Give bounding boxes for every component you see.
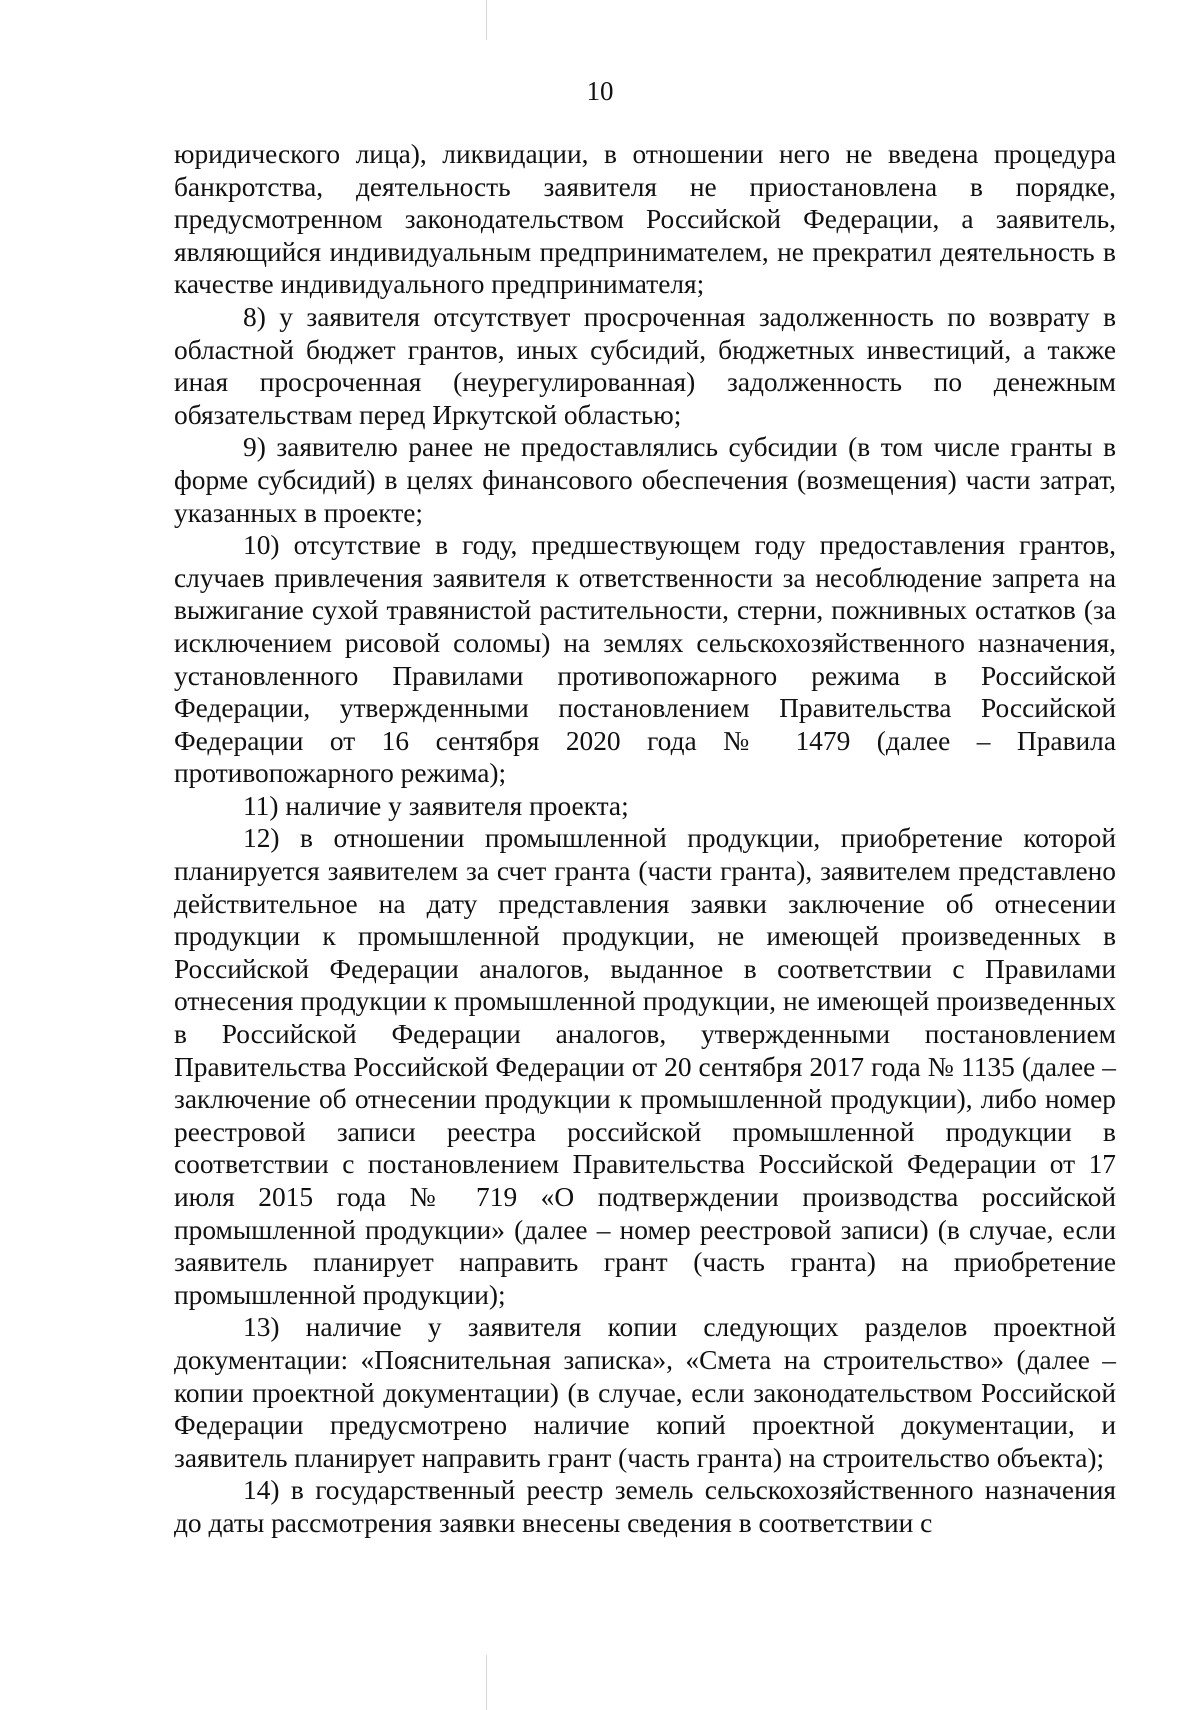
- paragraph-item-14: 14) в государственный реестр земель сельскохозяйственного назначения до даты рассмотрения заявки внесены сведения в соответствии с: [174, 1475, 1116, 1538]
- page-number: 10: [586, 76, 614, 106]
- paragraph-continuation: юридического лица), ликвидации, в отношении него не введена процедура банкротства, деятельность заявителя не приостановлена в порядке, предусмотренном законодательством Российской Федерации, а заявитель, являющийся индивидуальным предпринимателем, не прекратил деятельность в качестве индивидуального предпринимателя;: [174, 139, 1116, 300]
- scan-fold-line-bottom: [486, 1655, 487, 1710]
- paragraph-item-10: 10) отсутствие в году, предшествующем году предоставления грантов, случаев привлечения заявителя к ответственности за несоблюдение запрета на выжигание сухой травянистой растительности, стерни, пожнивных остатков (за исключением рисовой соломы) на землях сельскохозяйственного назначения, установленного Правилами противопожарного режима в Российской Федерации, утвержденными постановлением Правительства Российской Федерации от 16 сентября 2020 года № 1479 (далее – Правила противопожарного режима);: [174, 530, 1116, 789]
- paragraph-item-13: 13) наличие у заявителя копии следующих разделов проектной документации: «Пояснительная записка», «Смета на строительство» (далее – копии проектной документации) (в случае, если законодательством Российской Федерации предусмотрено наличие копий проектной документации, и заявитель планирует направить грант (часть гранта) на строительство объекта);: [174, 1312, 1116, 1473]
- document-body: [174, 138, 1116, 1540]
- paragraph-item-8: 8) у заявителя отсутствует просроченная задолженность по возврату в областной бюджет грантов, иных субсидий, бюджетных инвестиций, а также иная просроченная (неурегулированная) задолженность по денежным обязательствам перед Иркутской областью;: [174, 301, 1116, 430]
- paragraph-item-11: 11) наличие у заявителя проекта;: [243, 790, 629, 821]
- paragraph-item-9: 9) заявителю ранее не предоставлялись субсидии (в том числе гранты в форме субсидий) в целях финансового обеспечения (возмещения) части затрат, указанных в проекте;: [174, 432, 1116, 528]
- scan-fold-line-top: [486, 0, 487, 40]
- paragraph-item-12: 12) в отношении промышленной продукции, приобретение которой планируется заявителем за счет гранта (части гранта), заявителем представлено действительное на дату представления заявки заключение об отнесении продукции к промышленной продукции, не имеющей произведенных в Российской Федерации аналогов, выданное в соответствии с Правилами отнесения продукции к промышленной продукции, не имеющей произведенных в Российской Федерации аналогов, утвержденными постановлением Правительства Российской Федерации от 20 сентября 2017 года № 1135 (далее – заключение об отнесении продукции к промышленной продукции), либо номер реестровой записи реестра российской промышленной продукции в соответствии с постановлением Правительства Российской Федерации от 17 июля 2015 года № 719 «О подтверждении производства российской промышленной продукции» (далее – номер реестровой записи) (в случае, если заявитель планирует направить грант (часть гранта) на приобретение промышленной продукции);: [174, 823, 1116, 1310]
